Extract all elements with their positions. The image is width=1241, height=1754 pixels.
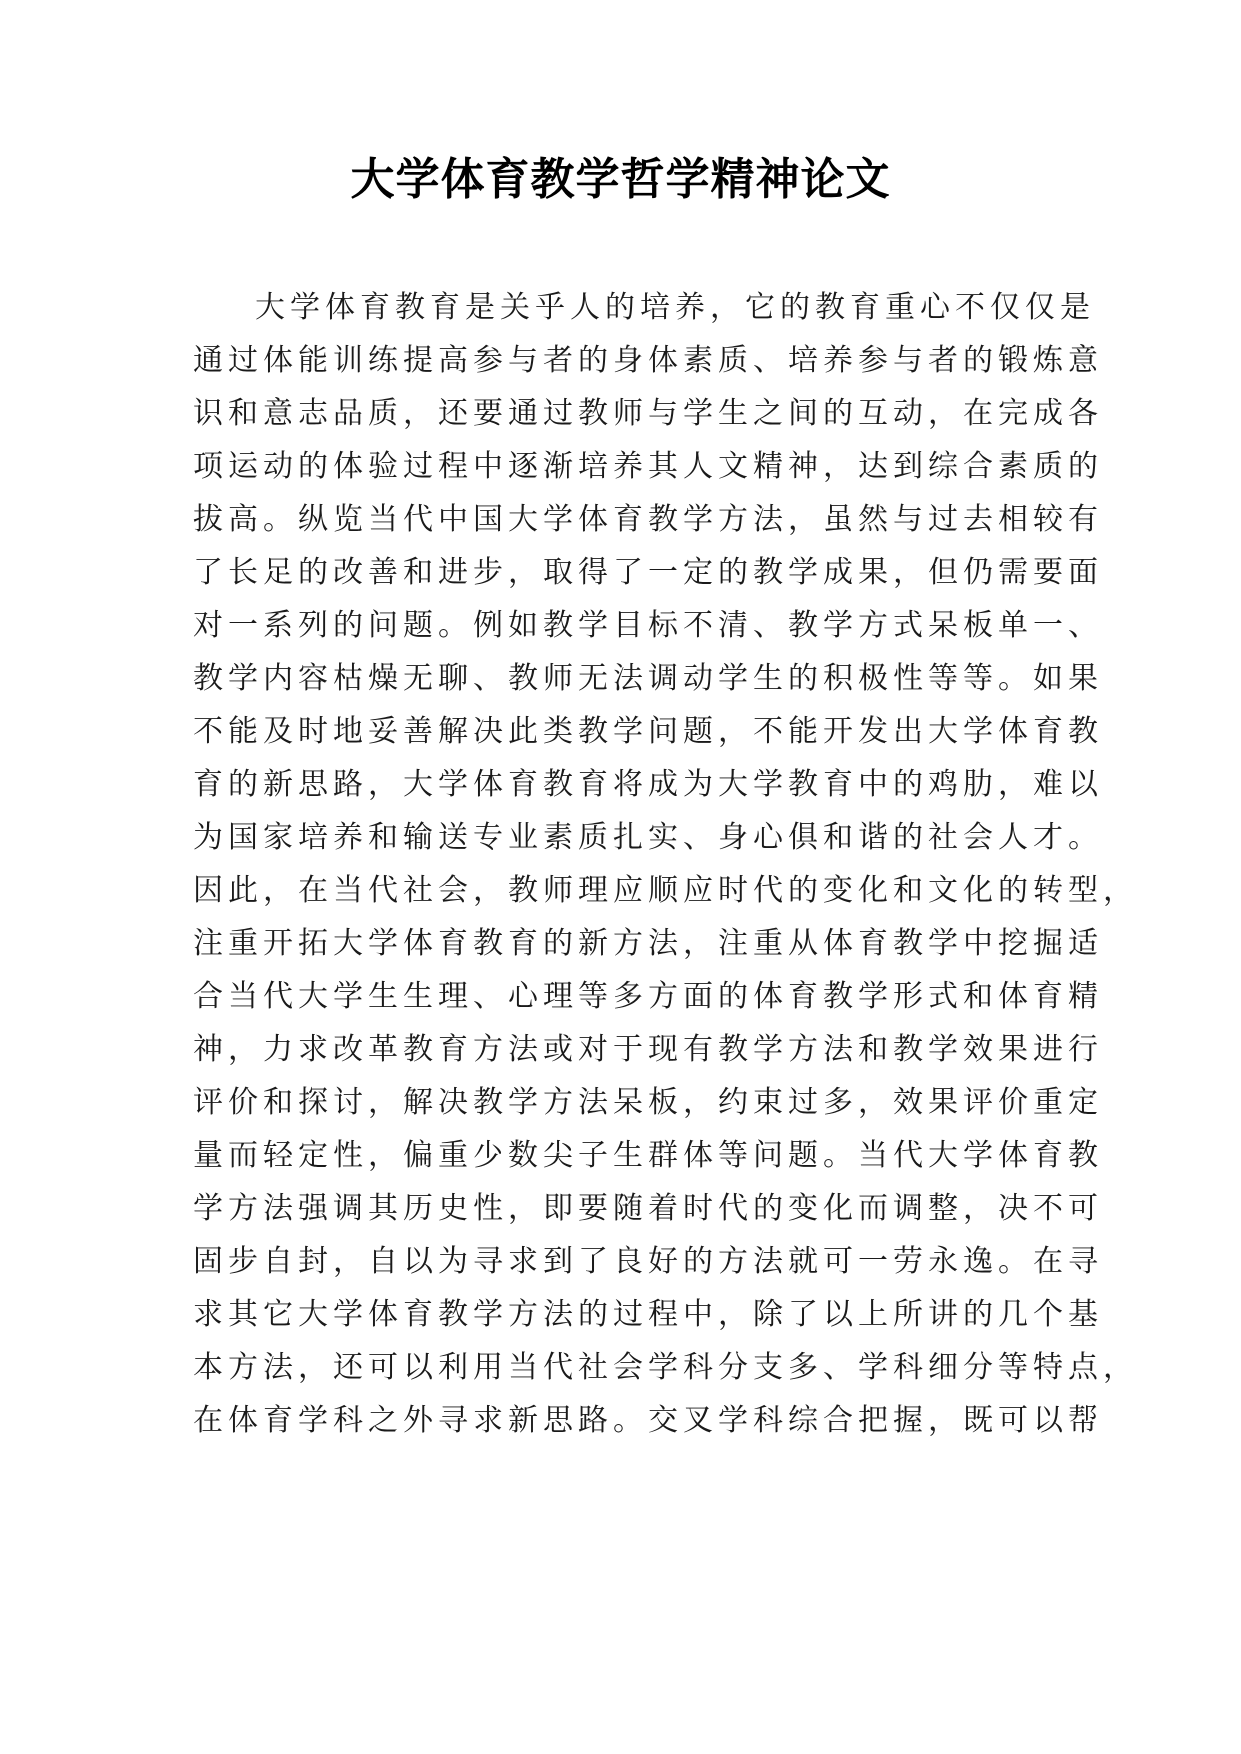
paragraph-line: 对一系列的问题。例如教学目标不清、教学方式呆板单一、 <box>193 608 1103 643</box>
paragraph-line: 为国家培养和输送专业素质扎实、身心俱和谐的社会人才。 <box>193 820 1103 855</box>
paragraph-line: 评价和探讨，解决教学方法呆板，约束过多，效果评价重定 <box>193 1085 1103 1120</box>
paragraph-line: 育的新思路，大学体育教育将成为大学教育中的鸡肋，难以 <box>193 767 1103 802</box>
paragraph-line: 拔高。纵览当代中国大学体育教学方法，虽然与过去相较有 <box>193 502 1103 537</box>
paragraph-line: 教学内容枯燥无聊、教师无法调动学生的积极性等等。如果 <box>193 661 1103 696</box>
paragraph-line: 注重开拓大学体育教育的新方法，注重从体育教学中挖掘适 <box>193 926 1103 961</box>
document-title: 大学体育教学哲学精神论文 <box>350 154 891 205</box>
paragraph-line: 了长足的改善和进步，取得了一定的教学成果，但仍需要面 <box>193 555 1103 590</box>
paragraph-line: 求其它大学体育教学方法的过程中，除了以上所讲的几个基 <box>193 1297 1103 1332</box>
paragraph-line: 合当代大学生生理、心理等多方面的体育教学形式和体育精 <box>193 979 1103 1014</box>
paragraph-line: 固步自封，自以为寻求到了良好的方法就可一劳永逸。在寻 <box>193 1244 1103 1279</box>
paragraph-line: 量而轻定性，偏重少数尖子生群体等问题。当代大学体育教 <box>193 1138 1103 1173</box>
paragraph-line: 因此，在当代社会，教师理应顺应时代的变化和文化的转型， <box>193 873 1138 908</box>
paragraph-line: 本方法，还可以利用当代社会学科分支多、学科细分等特点， <box>193 1350 1138 1385</box>
paragraph-line: 在体育学科之外寻求新思路。交叉学科综合把握，既可以帮 <box>193 1403 1103 1438</box>
paragraph-line: 大学体育教育是关乎人的培养，它的教育重心不仅仅是 <box>255 290 1095 325</box>
paragraph-line: 不能及时地妥善解决此类教学问题，不能开发出大学体育教 <box>193 714 1103 749</box>
paragraph-line: 学方法强调其历史性，即要随着时代的变化而调整，决不可 <box>193 1191 1103 1226</box>
paragraph-line: 项运动的体验过程中逐渐培养其人文精神，达到综合素质的 <box>193 449 1103 484</box>
paragraph-line: 识和意志品质，还要通过教师与学生之间的互动，在完成各 <box>193 396 1103 431</box>
paragraph-line: 通过体能训练提高参与者的身体素质、培养参与者的锻炼意 <box>193 343 1103 378</box>
paragraph-line: 神，力求改革教育方法或对于现有教学方法和教学效果进行 <box>193 1032 1103 1067</box>
